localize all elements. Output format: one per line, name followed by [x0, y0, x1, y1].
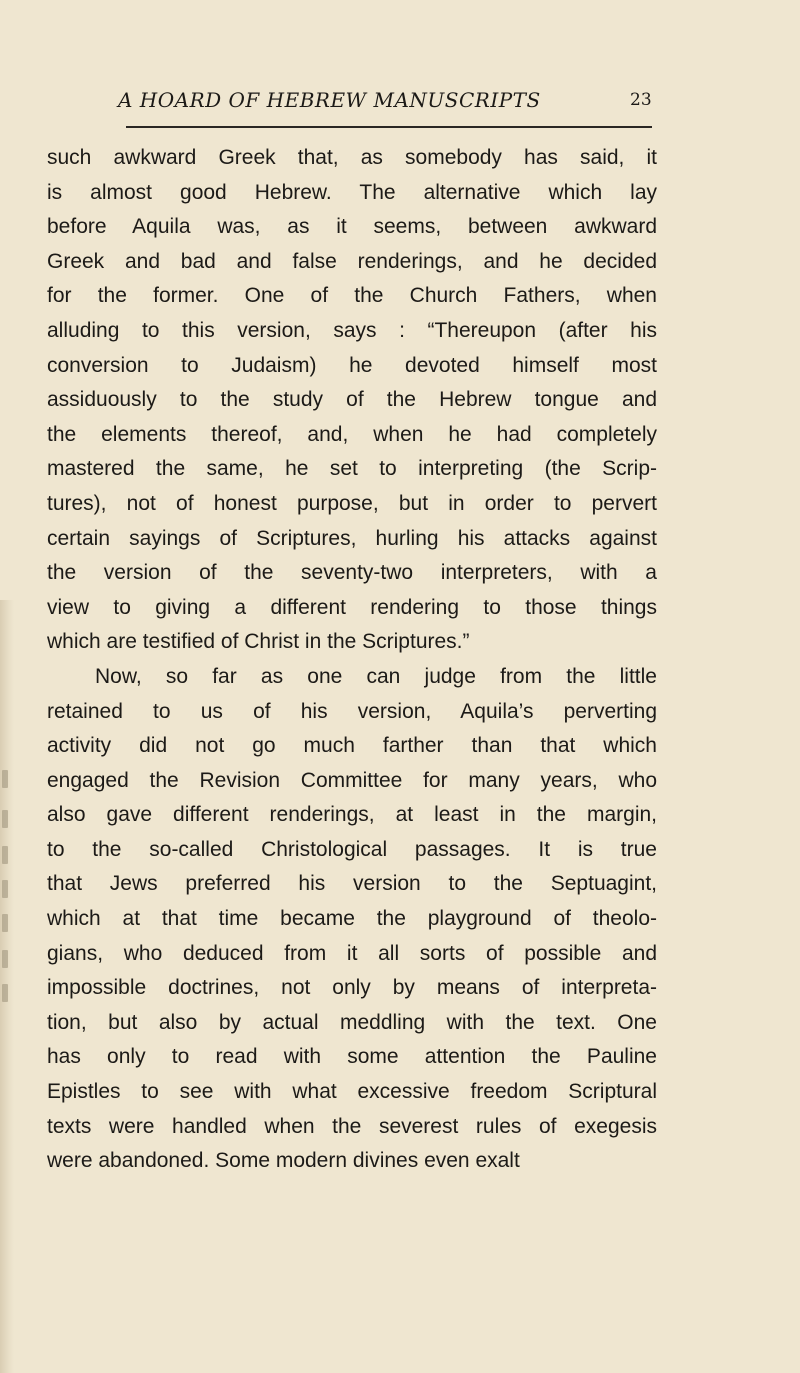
text-line: certain sayings of Scriptures, hurling his attacks against [47, 526, 657, 550]
text-line: the version of the seventy-two interpreters, with a [47, 561, 657, 585]
page-number: 23 [630, 90, 652, 110]
text-line: Epistles to see with what excessive freedom Scriptural [47, 1080, 657, 1104]
edge-mark [2, 984, 8, 1002]
text-line: impossible doctrines, not only by means of interpreta- [47, 976, 657, 1000]
text-line: retained to us of his version, Aquila’s perverting [47, 699, 657, 723]
facing-page-edge-marks [2, 770, 10, 1370]
header-rule [126, 126, 652, 128]
text-line: Now, so far as one can judge from the little [95, 664, 657, 688]
text-line: assiduously to the study of the Hebrew tongue and [47, 388, 657, 412]
text-line: view to giving a different rendering to those things [47, 595, 657, 619]
text-line: tion, but also by actual meddling with the text. One [47, 1010, 657, 1034]
edge-mark [2, 810, 8, 828]
text-line: also gave different renderings, at least in the margin, [47, 803, 657, 827]
text-line: mastered the same, he set to interpreting (the Scrip- [47, 457, 657, 481]
edge-mark [2, 950, 8, 968]
edge-mark [2, 770, 8, 788]
text-line: before Aquila was, as it seems, between awkward [47, 215, 657, 239]
edge-mark [2, 914, 8, 932]
running-head [0, 88, 800, 120]
text-line: engaged the Revision Committee for many years, who [47, 768, 657, 792]
running-title: A HOARD OF HEBREW MANUSCRIPTS [118, 88, 541, 112]
text-line: for the former. One of the Church Fathers, when [47, 284, 657, 308]
text-line: the elements thereof, and, when he had completely [47, 422, 657, 446]
text-line: activity did not go much farther than that which [47, 734, 657, 758]
text-line: texts were handled when the severest rules of exegesis [47, 1114, 657, 1138]
text-line: tures), not of honest purpose, but in order to pervert [47, 491, 657, 515]
text-line: such awkward Greek that, as somebody has said, it [47, 146, 657, 169]
text-line: Greek and bad and false renderings, and he decided [47, 249, 657, 273]
text-line: gians, who deduced from it all sorts of possible and [47, 941, 657, 965]
text-line: conversion to Judaism) he devoted himself most [47, 353, 657, 377]
text-line: to the so-called Christological passages. It is true [47, 837, 657, 861]
text-line: has only to read with some attention the Pauline [47, 1045, 657, 1069]
text-line: were abandoned. Some modern divines even exalt [47, 1149, 520, 1173]
edge-mark [2, 880, 8, 898]
text-line: is almost good Hebrew. The alternative which lay [47, 180, 657, 204]
text-line: which are testified of Christ in the Scriptures.” [47, 630, 470, 654]
text-line: which at that time became the playground of theolo- [47, 907, 657, 931]
text-line: alluding to this version, says : “Thereupon (after his [47, 318, 657, 342]
body-text [47, 141, 657, 1179]
text-line: that Jews preferred his version to the Septuagint, [47, 872, 657, 896]
edge-mark [2, 846, 8, 864]
